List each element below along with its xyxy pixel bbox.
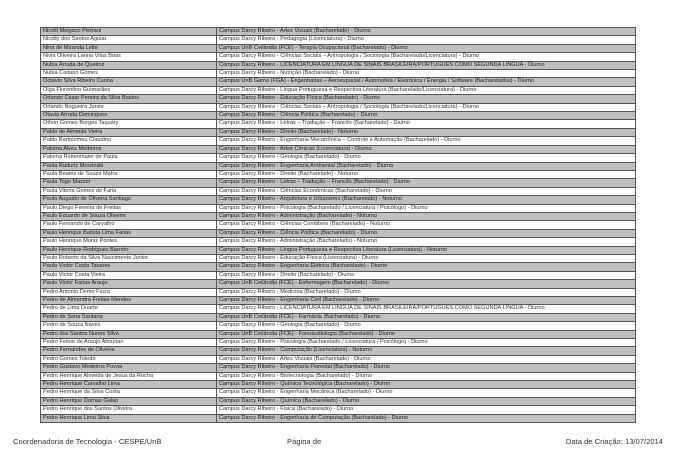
course-cell: Campus UnB Gama (FGA) - Engenharias – Aeroespacial / Automotiva / Eletrônica / Energia / Software (Bacharelados) - Diurno [217, 78, 636, 86]
course-cell: Campus Darcy Ribeiro - Língua Portuguesa e Respectiva Literatura (Bacharelado/Licenciatura) - Diurno [217, 86, 636, 94]
course-cell: Campus UnB Ceilândia (FCE) - Terapia Ocupacional (Bacharelado) - Diurno [217, 44, 636, 52]
course-cell: Campus Darcy Ribeiro - Engenharia de Computação (Bacharelado) - Diurno [217, 414, 636, 422]
course-cell: Campus Darcy Ribeiro - Administração (Bacharelado) - Noturno [217, 238, 636, 246]
course-cell: Campus Darcy Ribeiro - Psicologia (Bacharelado / Licenciatura / Psicólogo) - Diurno [217, 339, 636, 347]
table-row [41, 112, 636, 120]
candidate-name-cell: Orlando Nogueira Junior [41, 103, 217, 111]
table-row [41, 389, 636, 397]
candidate-name-cell: Pedro de Almendra Freitas Mendes [41, 297, 217, 305]
candidate-name-cell: Pedro Henrique Carvalho Lima [41, 381, 217, 389]
candidate-name-cell: Octavio Silva Ribeiro Cunha [41, 78, 217, 86]
course-cell: Campus UnB Ceilândia (FCE) - Farmácia (Bacharelado) - Diurno [217, 313, 636, 321]
course-cell: Campus Darcy Ribeiro - Medicina (Bacharelado) - Diurno [217, 288, 636, 296]
course-cell: Campus Darcy Ribeiro - Ciências Contábeis (Bacharelado) - Noturno [217, 221, 636, 229]
table-row [41, 313, 636, 321]
course-cell: Campus Darcy Ribeiro - Ciência Política (Bacharelado) - Diurno [217, 229, 636, 237]
table-row [41, 322, 636, 330]
candidate-name-cell: Pedro Henrique da Silva Costa [41, 389, 217, 397]
candidate-name-cell: Paula Vitoria Gomes de Faria [41, 187, 217, 195]
footer-creation-date: Data de Criação: 13/07/2014 [565, 437, 663, 446]
table-row [41, 381, 636, 389]
candidate-name-cell: Pedro Gustavo Medeiros Povoa [41, 364, 217, 372]
table-row [41, 238, 636, 246]
candidate-name-cell: Paola Raduriz Mrozinski [41, 162, 217, 170]
course-cell: Campus Darcy Ribeiro - Engenharia Elétrica (Bacharelado) - Diurno [217, 263, 636, 271]
table-row [41, 288, 636, 296]
table-row [41, 86, 636, 94]
table-row [41, 347, 636, 355]
footer-organization: Coordenadoria de Tecnologia - CESPE/UnB [13, 437, 162, 446]
table-row [41, 280, 636, 288]
table-row [41, 330, 636, 338]
table-row [41, 297, 636, 305]
candidate-name-cell: Paloma Rettenmaier de Paula [41, 154, 217, 162]
table-row [41, 154, 636, 162]
course-cell: Campus Darcy Ribeiro - Ciência Política (Bacharelado) - Diurno [217, 112, 636, 120]
candidate-name-cell: Pedro Henrique dos Santos Oliveira [41, 406, 217, 414]
table-row [41, 254, 636, 262]
candidate-name-cell: Paulo Eduardo de Souza Oliveira [41, 212, 217, 220]
course-cell: Campus Darcy Ribeiro - Engenharia Ambiental (Bacharelado) - Diurno [217, 162, 636, 170]
candidate-name-cell: Paulo Diego Ferreira de Freitas [41, 204, 217, 212]
table-row [41, 61, 636, 69]
table-row [41, 145, 636, 153]
table-row [41, 372, 636, 380]
course-cell: Campus Darcy Ribeiro - Química Tecnológica (Bacharelado) - Diurno [217, 381, 636, 389]
course-cell: Campus Darcy Ribeiro - Direito (Bacharelado) - Noturno [217, 128, 636, 136]
course-cell: Campus Darcy Ribeiro - Engenharia Florestal (Bacharelado) - Diurno [217, 364, 636, 372]
candidate-name-cell: Pedro dos Santos Nunes Silva [41, 330, 217, 338]
table-row [41, 95, 636, 103]
table-row [41, 397, 636, 405]
course-cell: Campus Darcy Ribeiro - Ciências Sociais – Antropologia / Sociologia (Bacharelado/Licenciatura) - Diurno [217, 103, 636, 111]
table-row [41, 103, 636, 111]
course-cell: Campus Darcy Ribeiro - Nutrição (Bacharelado) - Diurno [217, 70, 636, 78]
candidate-name-cell: Otavio Arruda Domingues [41, 112, 217, 120]
course-cell: Campus Darcy Ribeiro - Letras – Tradução – Francês (Bacharelado) - Diurno [217, 120, 636, 128]
candidate-name-cell: Pedro Henrique Dornas Galao [41, 397, 217, 405]
course-cell: Campus Darcy Ribeiro - Psicologia (Bacharelado / Licenciatura / Psicólogo) - Diurno [217, 204, 636, 212]
course-cell: Campus Darcy Ribeiro - Língua Portuguesa e Respectiva Literatura (Licenciatura) - Noturno [217, 246, 636, 254]
course-cell: Campus Darcy Ribeiro - Educação Física (Licenciatura) - Diurno [217, 254, 636, 262]
table-row [41, 36, 636, 44]
course-cell: Campus Darcy Ribeiro - Física (Bacharelado) - Diurno [217, 406, 636, 414]
candidate-name-cell: Pablo Bartolomeu Claudino [41, 137, 217, 145]
table-row [41, 128, 636, 136]
candidate-name-cell: Paulo Henrique Batista Lima Farias [41, 229, 217, 237]
course-cell: Campus Darcy Ribeiro - LICENCIATURA EM LÍNGUA DE SINAIS BRASILEIRA/PORTUGUÊS COMO SEGUNDA LÍNGUA - Diurno [217, 61, 636, 69]
table-row [41, 187, 636, 195]
course-cell: Campus Darcy Ribeiro - Educação Física (Bacharelado) - Diurno [217, 95, 636, 103]
candidate-name-cell: Pedro de Sena Santana [41, 313, 217, 321]
table-row [41, 364, 636, 372]
candidate-name-cell: Paulo Roberto da Silva Nascimento Junior [41, 254, 217, 262]
table-row [41, 162, 636, 170]
candidate-name-cell: Pedro Fernandes de Oliveira [41, 347, 217, 355]
candidate-name-cell: Paula Beatriz de Souza Mafra [41, 170, 217, 178]
results-table [40, 27, 636, 423]
course-cell: Campus Darcy Ribeiro - Artes Cênicas (Licenciatura) - Diurno [217, 145, 636, 153]
course-cell: Campus Darcy Ribeiro - Artes Visuais (Bacharelado) - Diurno [217, 28, 636, 36]
table-row [41, 305, 636, 313]
course-cell: Campus Darcy Ribeiro - Administração (Bacharelado) - Noturno [217, 212, 636, 220]
candidate-name-cell: Othon Gomes Borges Taquary [41, 120, 217, 128]
table-row [41, 339, 636, 347]
course-cell: Campus Darcy Ribeiro - Geologia (Bacharelado) - Diurno [217, 154, 636, 162]
candidate-name-cell: Pedro Feitoe de Araujo Altourian [41, 339, 217, 347]
table-row [41, 263, 636, 271]
course-cell: Campus Darcy Ribeiro - Direito (Bacharelado) - Noturno [217, 170, 636, 178]
course-cell: Campus Darcy Ribeiro - Pedagogia (Licenciatura) - Diurno [217, 36, 636, 44]
table-row [41, 70, 636, 78]
table-row [41, 221, 636, 229]
course-cell: Campus Darcy Ribeiro - Engenharia Mecatrônica – Controle e Automação (Bacharelado) - Diurno [217, 137, 636, 145]
candidate-name-cell: Nicolly dos Santos Aguiar [41, 36, 217, 44]
candidate-name-cell: Nina de Miranda Leite [41, 44, 217, 52]
course-cell: Campus Darcy Ribeiro - Arquitetura e Urbanismo (Bacharelado) - Noturno [217, 196, 636, 204]
course-cell: Campus Darcy Ribeiro - Engenharia Civil (Bacharelado) - Diurno [217, 297, 636, 305]
candidate-name-cell: Paula Togo Mazzei [41, 179, 217, 187]
candidate-name-cell: Pablo de Almeida Vieira [41, 128, 217, 136]
course-cell: Campus Darcy Ribeiro - Computação (Licenciatura) - Noturno [217, 347, 636, 355]
candidate-name-cell: Paulo Victor Costa Tavares [41, 263, 217, 271]
candidate-name-cell: Pedro Henrique Almeida de Jesus da Rocha [41, 372, 217, 380]
candidate-name-cell: Olga Florentino Guimarães [41, 86, 217, 94]
table-row [41, 414, 636, 422]
course-cell: Campus Darcy Ribeiro - Biotecnologia (Bacharelado) - Diurno [217, 372, 636, 380]
candidate-name-cell: Nivia Oliveira Lanna Vilas Boas [41, 53, 217, 61]
course-cell: Campus Darcy Ribeiro - Química (Bacharelado) - Diurno [217, 397, 636, 405]
table-row [41, 246, 636, 254]
candidate-name-cell: Nubia Arruda de Queiroz [41, 61, 217, 69]
table-row [41, 28, 636, 36]
candidate-name-cell: Paulo Henrique Rodrigues Barreto [41, 246, 217, 254]
candidate-name-cell: Pedro Antonio Demo Fiuza [41, 288, 217, 296]
table-row [41, 120, 636, 128]
candidate-name-cell: Nicolli Melgaco Pietrani [41, 28, 217, 36]
course-cell: Campus Darcy Ribeiro - Artes Visuais (Bacharelado) - Diurno [217, 355, 636, 363]
candidate-name-cell: Paulo Fernando de Carvalho [41, 221, 217, 229]
table-row [41, 170, 636, 178]
table-row [41, 355, 636, 363]
footer-page-number: Página de [287, 437, 322, 446]
candidate-name-cell: Pedro Henrique Lima Silva [41, 414, 217, 422]
table-row [41, 53, 636, 61]
table-row [41, 196, 636, 204]
table-row [41, 137, 636, 145]
candidate-name-cell: Paloma Alves Medeiros [41, 145, 217, 153]
table-row [41, 44, 636, 52]
course-cell: Campus Darcy Ribeiro - Ciências Sociais – Antropologia / Sociologia (Bacharelado/Licenciatura) - Diurno [217, 53, 636, 61]
table-row [41, 229, 636, 237]
table-row [41, 406, 636, 414]
course-cell: Campus Darcy Ribeiro - LICENCIATURA EM LÍNGUA DE SINAIS BRASILEIRA/PORTUGUÊS COMO SEGUNDA LÍNGUA - Diurno [217, 305, 636, 313]
course-cell: Campus Darcy Ribeiro - Direito (Bacharelado) - Diurno [217, 271, 636, 279]
course-cell: Campus UnB Ceilândia (FCE) - Fonoaudiologia (Bacharelado) - Diurno [217, 330, 636, 338]
candidate-name-cell: Paulo Victor Farias Araujo [41, 280, 217, 288]
candidate-name-cell: Paulo Henrique Muniz Pontes [41, 238, 217, 246]
course-cell: Campus UnB Ceilândia (FCE) - Enfermagem (Bacharelado) - Diurno [217, 280, 636, 288]
candidate-name-cell: Pedro de Lima Duarte [41, 305, 217, 313]
candidate-name-cell: Paulo Augusto de Oliveira Santiago [41, 196, 217, 204]
candidate-name-cell: Pedro Gomes Toledo [41, 355, 217, 363]
candidate-name-cell: Paulo Victor Costa Vieira [41, 271, 217, 279]
table-row [41, 78, 636, 86]
table-row [41, 179, 636, 187]
candidate-name-cell: Pedro de Souza Naves [41, 322, 217, 330]
results-table-body [41, 28, 636, 423]
candidate-name-cell: Nubia Caitano Gomes [41, 70, 217, 78]
table-row [41, 204, 636, 212]
course-cell: Campus Darcy Ribeiro - Geologia (Bacharelado) - Diurno [217, 322, 636, 330]
course-cell: Campus Darcy Ribeiro - Letras – Tradução – Francês (Bacharelado) - Diurno [217, 179, 636, 187]
course-cell: Campus Darcy Ribeiro - Engenharia Mecânica (Bacharelado) - Diurno [217, 389, 636, 397]
table-row [41, 271, 636, 279]
table-row [41, 212, 636, 220]
candidate-name-cell: Orlando Cesar Pereira da Silva Bastos [41, 95, 217, 103]
course-cell: Campus Darcy Ribeiro - Ciências Econômicas (Bacharelado) - Diurno [217, 187, 636, 195]
